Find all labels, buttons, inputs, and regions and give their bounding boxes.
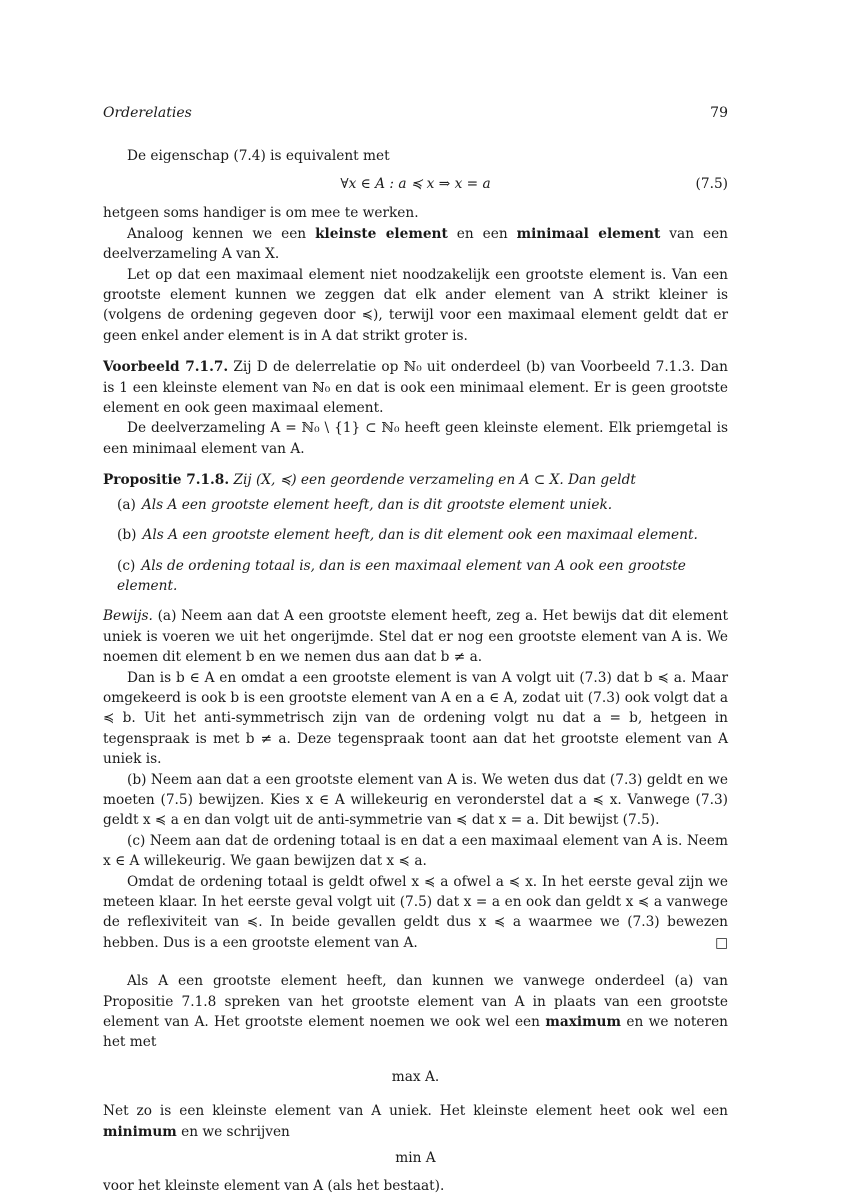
text: en een <box>447 225 517 242</box>
min-display: min A <box>395 1150 436 1167</box>
max-display: max A. <box>391 1068 440 1085</box>
proof-paragraph <box>103 606 728 667</box>
text: Net zo is een kleinste element van A uniek. Het kleinste element heet ook wel een <box>103 1103 728 1120</box>
proof-paragraph: Dan is b ∈ A en omdat a een grootste element is van A volgt uit (7.3) dat b ≼ a. Maar omgekeerd is ook b is een grootste element van A en a ∈ A, zodat uit (7.3) ook volgt dat a ≼ b. Uit het anti-symmetrisch zijn van de ordening volgt nu dat a = b, hetgeen in tegenspraak is met b ≠ a. Deze tegenspraak toont aan dat het grootste element van A uniek is. <box>103 669 728 768</box>
example-text-2: De deelverzameling A = ℕ₀ \ {1} ⊂ ℕ₀ heeft geen kleinste element. Elk priemgetal is een minimaal element van A. <box>103 420 728 457</box>
text: Analoog kennen we een <box>127 225 316 242</box>
paragraph: Let op dat een maximaal element niet noodzakelijk een grootste element is. Van een grootste element kunnen we zeggen dat elk ander element van A strikt kleiner is (volgens de ordening gegeven door ≼), terwijl voor een maximaal element geldt dat er geen enkel ander element is in A dat strikt groter is. <box>103 266 728 344</box>
paragraph: hetgeen soms handiger is om mee te werken. <box>103 205 419 222</box>
proof-label: Bewijs. <box>103 608 153 625</box>
paragraph: voor het kleinste element van A (als het bestaat). <box>103 1178 445 1195</box>
item-label: (b) <box>117 527 137 544</box>
proposition-7-1-8 <box>103 470 728 490</box>
paragraph-minimum <box>103 1101 728 1142</box>
example-label: Voorbeeld 7.1.7. <box>103 359 229 376</box>
text: en we noteren het met <box>103 1014 728 1051</box>
item-text: Als A een grootste element heeft, dan is dit element ook een maximaal element. <box>142 527 698 544</box>
paragraph-kleinste <box>103 224 728 265</box>
text: van een deelverzameling A van X. <box>103 225 728 263</box>
term-minimaal-element: minimaal element <box>516 225 661 242</box>
proof-text: Omdat de ordening totaal is geldt ofwel x ≼ a ofwel a ≼ x. In het eerste geval zijn we meteen klaar. In het eerste geval volgt uit (7.5) dat x = a en ook dan geldt x ≼ a vanwege de reflexiviteit van ≼. In beide gevallen geldt dus x ≼ a waarmee we (7.3) bewezen hebben. Dus is a een grootste element van A. <box>103 873 728 951</box>
running-title: Orderelaties <box>103 105 192 121</box>
item-label: (c) <box>117 557 136 574</box>
example-text: Zij D de delerrelatie op ℕ₀ uit onderdeel (b) van Voorbeeld 7.1.3. Dan is 1 een kleinste element van ℕ₀ en dat is ook een minimaal element. Er is geen grootste element en ook geen maximaal element. <box>103 359 728 417</box>
paragraph-maximum <box>103 971 728 1053</box>
equation-7-5 <box>103 174 728 195</box>
proposition-label: Propositie 7.1.8. <box>103 472 230 489</box>
list-item <box>103 556 728 597</box>
item-text: Als de ordening totaal is, dan is een maximaal element van A ook een grootste element. <box>117 557 686 594</box>
item-label: (a) <box>117 496 136 513</box>
page-body <box>103 146 728 1197</box>
page-number: 79 <box>710 105 728 121</box>
proof-paragraph: (c) Neem aan dat de ordening totaal is en dat a een maximaal element van A is. Neem x ∈ A willekeurig. We gaan bewijzen dat x ≼ a. <box>103 832 728 870</box>
text: en we schrijven <box>176 1123 290 1140</box>
qed-symbol: □ <box>715 934 728 951</box>
equation-number: (7.5) <box>695 176 728 193</box>
list-item <box>103 495 728 515</box>
proof-paragraph-last <box>103 872 728 954</box>
equation-formula: ∀x ∈ A : a ≼ x ⇒ x = a <box>340 176 491 193</box>
paragraph: De eigenschap (7.4) is equivalent met <box>127 148 390 164</box>
text: Als A een grootste element heeft, dan kunnen we vanwege onderdeel (a) van Propositie 7.1.8 spreken van het grootste element van A in plaats van een grootste element van A. Het grootste element noemen we ook wel een <box>103 973 728 1031</box>
running-header <box>103 105 728 125</box>
list-item <box>103 525 728 545</box>
example-7-1-7 <box>103 357 728 418</box>
term-maximum: maximum <box>545 1014 621 1031</box>
proof-text: (a) Neem aan dat A een grootste element heeft, zeg a. Het bewijs dat dit element uniek is voeren we uit het ongerijmde. Stel dat er nog een grootste element van A is. We noemen dit element b en we nemen dus aan dat b ≠ a. <box>103 608 728 666</box>
term-kleinste-element: kleinste element <box>315 225 448 242</box>
item-text: Als A een grootste element heeft, dan is dit grootste element uniek. <box>141 496 613 513</box>
proposition-text: Zij (X, ≼) een geordende verzameling en A ⊂ X. Dan geldt <box>229 472 636 489</box>
term-minimum: minimum <box>103 1123 177 1140</box>
proof-paragraph: (b) Neem aan dat a een grootste element van A is. We weten dus dat (7.3) geldt en we moeten (7.5) bewijzen. Kies x ∈ A willekeurig en veronderstel dat a ≼ x. Vanwege (7.3) geldt x ≼ a en dan volgt uit de anti-symmetrie van ≼ dat x = a. Dit bewijst (7.5). <box>103 771 728 829</box>
proposition-items <box>103 495 728 597</box>
